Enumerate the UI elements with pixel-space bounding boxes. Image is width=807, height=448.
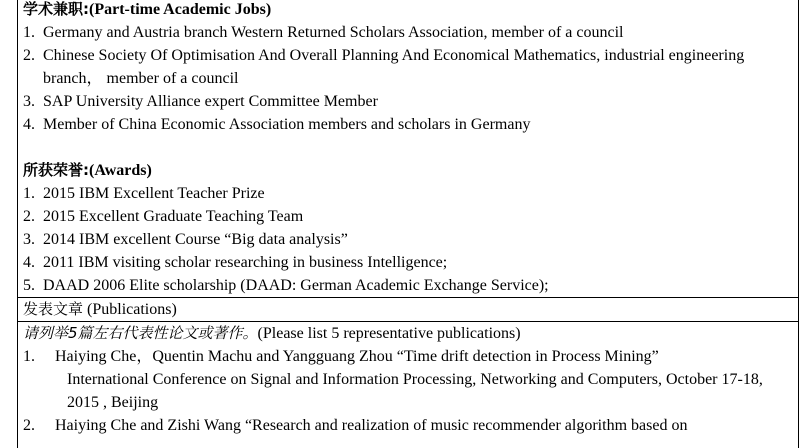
list-item <box>23 228 792 251</box>
publication-item <box>23 345 792 414</box>
publications-list <box>23 345 792 437</box>
list-text: Member of China Economic Association members and scholars in Germany <box>43 116 531 133</box>
publications-heading-row <box>18 297 798 322</box>
list-text: 2014 IBM excellent Course “Big data analysis” <box>43 231 348 248</box>
list-item <box>23 274 792 297</box>
list-number: 3. <box>23 231 35 248</box>
list-number: 1. <box>23 185 35 202</box>
section-heading-awards <box>23 159 792 182</box>
list-number: 4. <box>23 116 35 133</box>
list-number: 5. <box>23 277 35 294</box>
list-text: 2015 Excellent Graduate Teaching Team <box>43 208 304 225</box>
heading-cn: 所获荣誉: <box>23 161 89 179</box>
list-item <box>23 90 792 113</box>
list-number: 1. <box>23 348 35 365</box>
list-item <box>23 44 792 90</box>
list-number: 2. <box>23 417 35 434</box>
heading-en: (Awards) <box>89 162 152 179</box>
list-item <box>23 182 792 205</box>
instruction-en: (Please list 5 representative publications) <box>257 325 521 342</box>
publications-instruction <box>23 322 792 345</box>
publication-line-1: Haiying Che and Zishi Wang “Research and realization of music recommender algorithm based on <box>55 417 688 434</box>
instruction-cn: 请列举5篇左右代表性论文或著作。 <box>23 324 258 342</box>
list-number: 2. <box>23 208 35 225</box>
academic-jobs-section <box>18 0 798 297</box>
list-text: SAP University Alliance expert Committee Member <box>43 93 378 110</box>
list-text: Chinese Society Of Optimisation And Overall Planning And Economical Mathematics, industrial engineering branch， member of a council <box>43 47 745 87</box>
heading-cn: 学术兼职: <box>23 0 89 18</box>
awards-list <box>23 182 792 297</box>
list-item <box>23 251 792 274</box>
heading-en: (Part-time Academic Jobs) <box>89 1 272 18</box>
blank-line <box>23 136 792 159</box>
list-number: 4. <box>23 254 35 271</box>
publications-section <box>18 322 798 437</box>
publication-line-1: Haiying Che，Quentin Machu and Yangguang Zhou “Time drift detection in Process Mining” <box>55 348 659 365</box>
list-number: 2. <box>23 47 35 64</box>
heading-en: (Publications) <box>87 301 177 318</box>
list-item <box>23 113 792 136</box>
list-text: 2011 IBM visiting scholar researching in business Intelligence; <box>43 254 448 271</box>
list-number: 1. <box>23 24 35 41</box>
document-table <box>17 0 799 448</box>
list-text: Germany and Austria branch Western Returned Scholars Association, member of a council <box>43 24 624 41</box>
list-item <box>23 205 792 228</box>
academic-jobs-list <box>23 21 792 136</box>
heading-cn: 发表文章 <box>23 300 84 318</box>
list-text: DAAD 2006 Elite scholarship (DAAD: German Academic Exchange Service); <box>43 277 549 294</box>
publication-item <box>23 414 792 437</box>
publication-line-2: International Conference on Signal and Information Processing, Networking and Computers, October 17-18, 2015 , Beijing <box>67 371 763 411</box>
list-item <box>23 21 792 44</box>
section-heading-academic-jobs <box>23 0 792 21</box>
list-text: 2015 IBM Excellent Teacher Prize <box>43 185 265 202</box>
list-number: 3. <box>23 93 35 110</box>
